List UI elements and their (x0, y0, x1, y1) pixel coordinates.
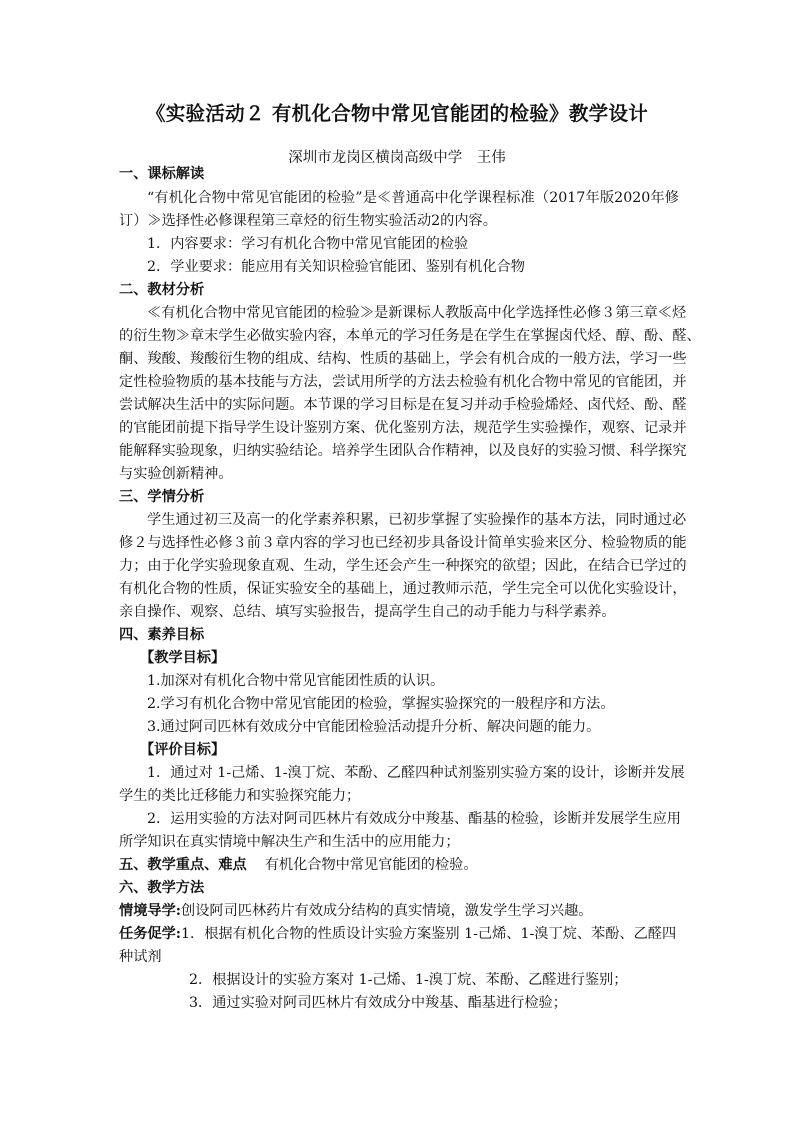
method-line-1 (119, 900, 679, 923)
key-point-text: 有机化合物中常见官能团的检验。 (264, 857, 478, 873)
subheading-teaching-goals: 【教学目标】 (140, 650, 226, 666)
list-item: 2．根据设计的实验方案对 1-己烯、1-溴丁烷、苯酚、乙醛进行鉴别； (189, 972, 628, 988)
list-item: 1．内容要求：学习有机化合物中常见官能团的检验 (147, 236, 469, 252)
paragraph-line: 亲自操作、观察、总结、填写实验报告，提高学生自己的动手能力与科学素养。 (119, 604, 616, 620)
section-heading-5: 五、教学重点、难点 (119, 857, 247, 873)
paragraph-line: 酮、羧酸、羧酸衍生物的组成、结构、性质的基础上，学会有机合成的一般方法，学习一些 (119, 351, 687, 367)
paragraph-line: 力；由于化学实验现象直观、生动，学生还会产生一种探究的欲望；因此，在结合已学过的 (119, 558, 687, 574)
author-line: 深圳市龙岗区横岗高级中学 王伟 (288, 150, 506, 166)
method-text: 1．根据有机化合物的性质设计实验方案鉴别 1-己烯、1-溴丁烷、苯酚、乙醛四 (181, 926, 677, 942)
method-line-2 (119, 923, 679, 946)
paragraph-line: 定性检验物质的基本技能与方法，尝试用所学的方法去检验有机化合物中常见的官能团，并 (119, 374, 687, 390)
paragraph-line: 的官能团前提下指导学生设计鉴别方案、优化鉴别方法，规范学生实验操作，观察、记录并 (119, 420, 687, 436)
paragraph-line: 修２与选择性必修３前３章内容的学习也已经初步具备设计简单实验来区分、检验物质的能 (119, 535, 687, 551)
list-item: 2．运用实验的方法对阿司匹林片有效成分中羧基、酯基的检验，诊断并发展学生应用 (147, 811, 681, 827)
paragraph-line: 能解释实验现象，归纳实验结论。培养学生团队合作精神，以及良好的实验习惯、科学探究 (119, 443, 687, 459)
section-heading-1: 一、课标解读 (119, 166, 205, 182)
document-title: 《实验活动２ 有机化合物中常见官能团的检验》教学设计 (145, 102, 649, 125)
paragraph-line: 尝试解决生活中的实际问题。本节课的学习目标是在复习并动手检验烯烃、卤代烃、酚、醛 (119, 397, 687, 413)
paragraph-line: 所学知识在真实情境中解决生产和生活中的应用能力； (119, 834, 460, 850)
list-item: 3．通过实验对阿司匹林片有效成分中羧基、酯基进行检验； (189, 995, 567, 1011)
method-label: 任务促学: (119, 926, 181, 942)
paragraph-line: 的衍生物≫章末学生必做实验内容，本单元的学习任务是在学生在掌握卤代烃、醇、酚、醛、 (119, 328, 701, 344)
section-5-line (119, 854, 679, 877)
list-item: 2.学习有机化合物中常见官能团的检验，掌握实验探究的一般程序和方法。 (147, 696, 615, 712)
paragraph-line: 学生的类比迁移能力和实验探究能力； (119, 788, 361, 804)
list-item: 2．学业要求：能应用有关知识检验官能团、鉴别有机化合物 (147, 259, 525, 275)
method-text: 创设阿司匹林药片有效成分结构的真实情境，激发学生学习兴趣。 (181, 903, 593, 919)
paragraph-line: 有机化合物的性质，保证实验安全的基础上，通过教师示范，学生完全可以优化实验设计， (119, 581, 687, 597)
paragraph-line: ≪有机化合物中常见官能团的检验≫是新课标人教版高中化学选择性必修３第三章≪烃 (147, 305, 687, 321)
paragraph-line: 订）≫选择性必修课程第三章烃的衍生物实验活动2的内容。 (119, 213, 497, 229)
paragraph-line: 种试剂 (119, 949, 162, 965)
section-heading-3: 三、学情分析 (119, 489, 205, 505)
method-label: 情境导学: (119, 903, 181, 919)
list-item: 1．通过对 1-己烯、1-溴丁烷、苯酚、乙醛四种试剂鉴别实验方案的设计，诊断并发展 (147, 765, 685, 781)
list-item: 3.通过阿司匹林有效成分中官能团检验活动提升分析、解决问题的能力。 (147, 719, 601, 735)
section-heading-4: 四、素养目标 (119, 627, 205, 643)
paragraph-line: 与实验创新精神。 (119, 466, 233, 482)
paragraph-line: “有机化合物中常见官能团的检验”是≪普通高中化学课程标准（2017年版2020年修 (147, 190, 679, 206)
subheading-evaluation-goals: 【评价目标】 (140, 742, 226, 758)
section-heading-2: 二、教材分析 (119, 282, 205, 298)
paragraph-line: 学生通过初三及高一的化学素养积累，已初步掌握了实验操作的基本方法，同时通过必 (147, 512, 687, 528)
list-item: 1.加深对有机化合物中常见官能团性质的认识。 (147, 673, 445, 689)
section-heading-6: 六、教学方法 (119, 880, 205, 896)
